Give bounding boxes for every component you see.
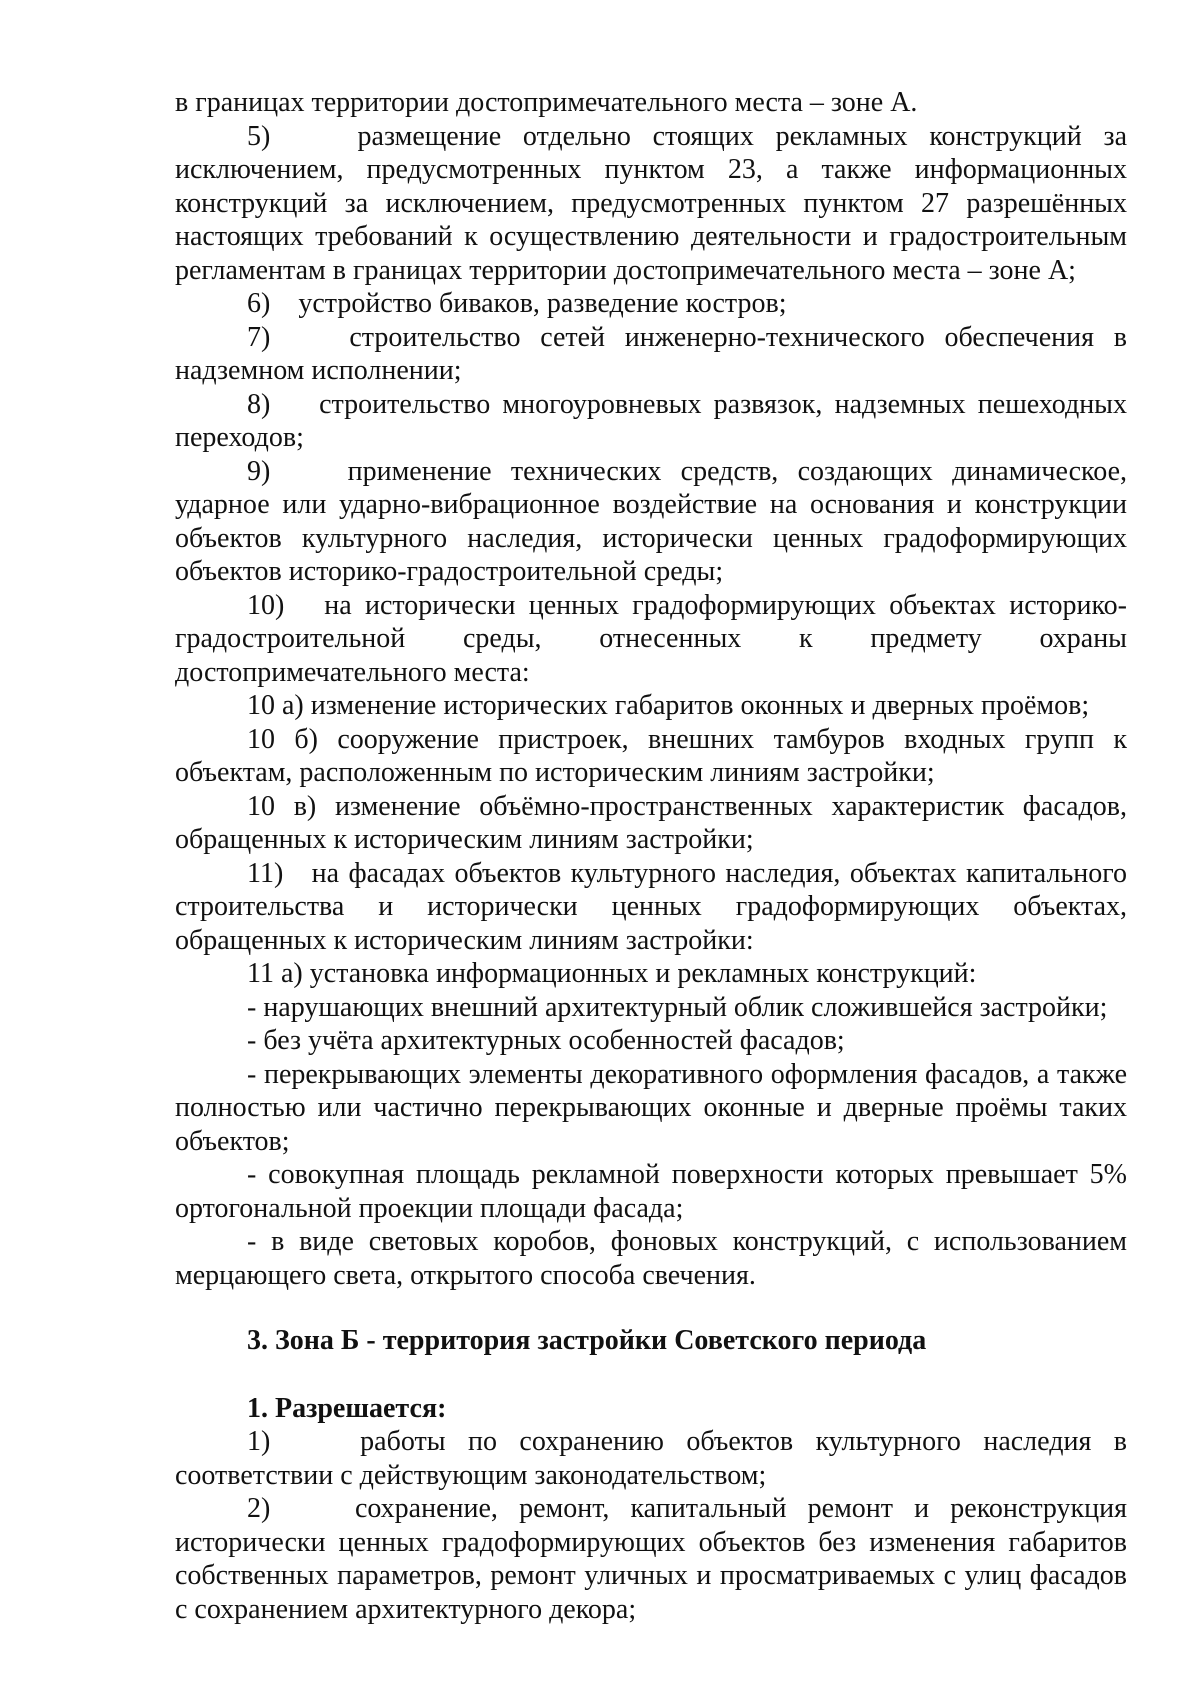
list-item-11a: 11 а) установка информационных и рекламных конструкций: [247,958,977,989]
list-item-10: 10) на исторически ценных градоформирующих объектах историко-градостроительной среды, отнесенных к предмету охраны достопримечательного места: [175,589,1127,688]
dash-item: - совокупная площадь рекламной поверхности которых превышает 5% ортогональной проекции площади фасада; [175,1159,1127,1224]
paragraph: в границах территории достопримечательного места – зоне А. [175,87,918,118]
spacer [175,1358,1127,1392]
dash-item: - нарушающих внешний архитектурный облик сложившейся застройки; [247,991,1108,1023]
list-item-8: 8) строительство многоуровневых развязок, надземных пешеходных переходов; [175,388,1127,453]
list-item-10a: 10 а) изменение исторических габаритов оконных и дверных проёмов; [247,690,1090,721]
section-heading: 3. Зона Б - территория застройки Советского периода [247,1325,927,1356]
document-body [175,86,1127,1626]
list-item-1: 1) работы по сохранению объектов культурного наследия в соответствии с действующим законодательством; [175,1426,1127,1491]
dash-item: - в виде световых коробов, фоновых конструкций, с использованием мерцающего света, открытого способа свечения. [175,1226,1127,1291]
list-item-10b: 10 б) сооружение пристроек, внешних тамбуров входных групп к объектам, расположенным по историческим линиям застройки; [175,723,1127,788]
spacer [175,1292,1127,1324]
list-item-5: 5) размещение отдельно стоящих рекламных конструкций за исключением, предусмотренных пунктом 23, а также информационных конструкций за исключением, предусмотренных пунктом 27 разрешённых настоящих требований к осуществлению деятельности и градостроительным регламентам в границах территории достопримечательного места – зоне А; [175,120,1127,286]
list-item-11: 11) на фасадах объектов культурного наследия, объектах капитального строительства и исторически ценных градоформирующих объектах, обращенных к историческим линиям застройки: [175,857,1127,956]
dash-item: - без учёта архитектурных особенностей фасадов; [247,1025,845,1056]
list-item-6: 6) устройство биваков, разведение костров; [247,288,787,319]
subheading: 1. Разрешается: [247,1392,447,1424]
list-item-7: 7) строительство сетей инженерно-технического обеспечения в надземном исполнении; [175,321,1127,386]
list-item-10v: 10 в) изменение объёмно-пространственных характеристик фасадов, обращенных к историческим линиям застройки; [175,790,1127,855]
list-item-9: 9) применение технических средств, создающих динамическое, ударное или ударно-вибрационное воздействие на основания и конструкции объектов культурного наследия, исторически ценных градоформирующих объектов историко-градостроительной среды; [175,455,1127,587]
list-item-2: 2) сохранение, ремонт, капитальный ремонт и реконструкция исторически ценных градоформирующих объектов без изменения габаритов собственных параметров, ремонт уличных и просматриваемых с улиц фасадов с сохранением архитектурного декора; [175,1493,1127,1625]
dash-item: - перекрывающих элементы декоративного оформления фасадов, а также полностью или частично перекрывающих оконные и дверные проёмы таких объектов; [175,1058,1127,1157]
